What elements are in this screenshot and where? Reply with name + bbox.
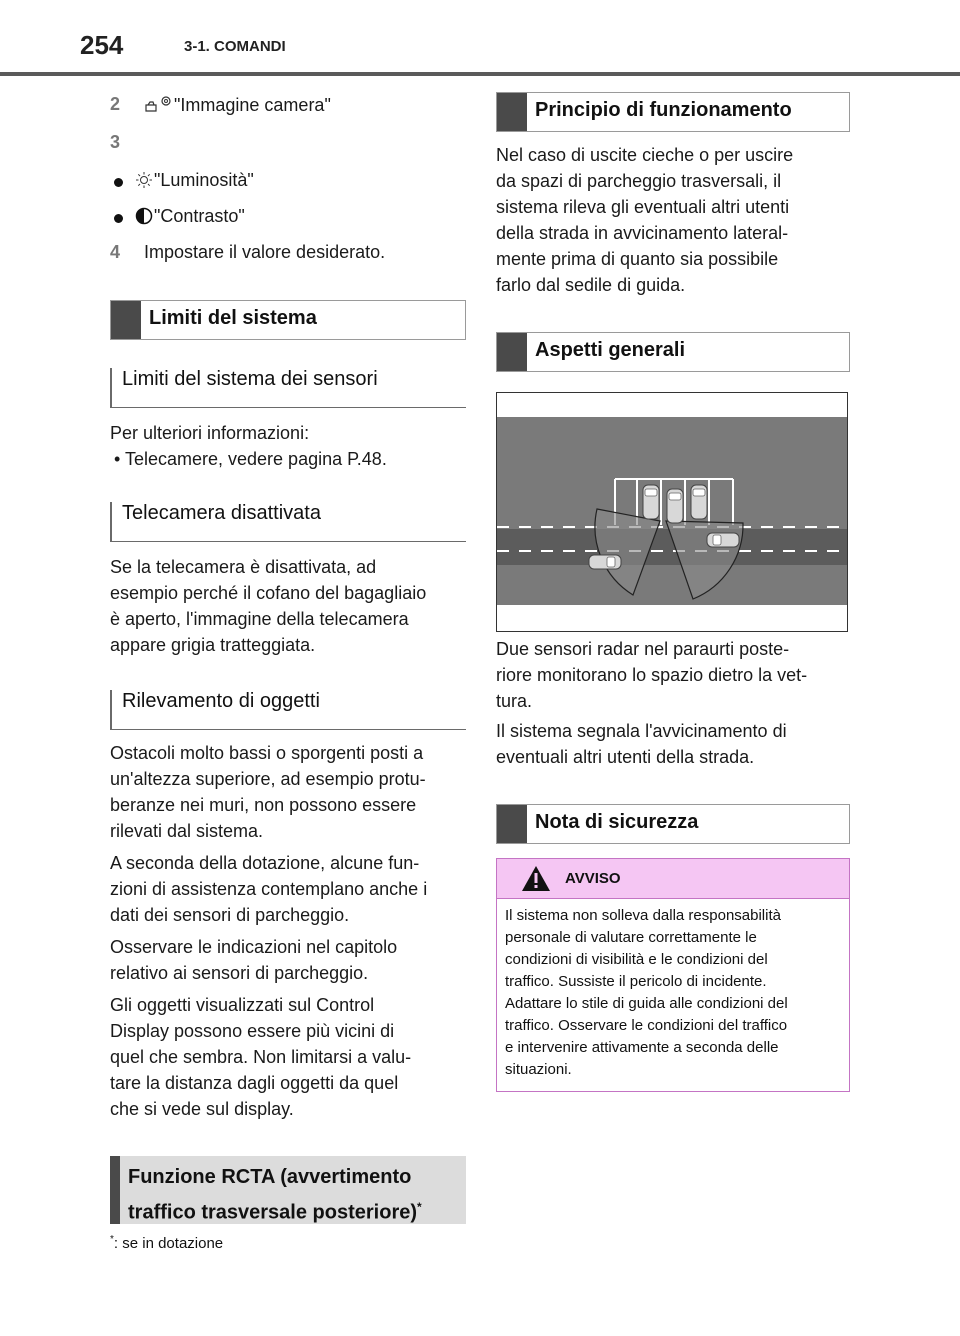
rcta-asterisk: * <box>417 1200 422 1214</box>
text-line: traffico. Osservare le condizioni del traffico <box>505 1017 788 1034</box>
text-line: quel che sembra. Non limitarsi a valu- <box>110 1047 412 1067</box>
text-line: esempio perché il cofano del bagagliaio <box>110 583 427 603</box>
section-limits <box>110 300 466 340</box>
section-bar <box>497 805 527 843</box>
section-general <box>496 332 850 372</box>
step-2-text: "Immagine camera" <box>174 95 331 115</box>
sun-icon <box>134 171 154 189</box>
rcta-diagram <box>497 393 847 631</box>
text-line: Se la telecamera è disattivata, ad <box>110 557 377 577</box>
subheading-sensors <box>110 368 466 408</box>
text-line: Display possono essere più vicini di <box>110 1021 395 1041</box>
rcta-title-line-2: traffico trasversale posteriore) <box>128 1201 418 1224</box>
subheading-title: Rilevamento di oggetti <box>122 690 320 712</box>
text-line: situazioni. <box>505 1061 572 1078</box>
text-line: tura. <box>496 691 533 711</box>
warning-triangle-icon <box>521 865 551 893</box>
rcta-heading <box>110 1156 466 1224</box>
section-bar <box>497 333 527 371</box>
header-rule <box>0 72 960 76</box>
principle-paragraph <box>496 142 852 298</box>
section-title: Nota di sicurezza <box>535 811 699 833</box>
camera-off-paragraph <box>110 554 466 658</box>
camera-settings-icon <box>144 94 174 114</box>
contrast-label: "Contrasto" <box>154 206 245 226</box>
text-line: sistema rileva gli eventuali altri utenti <box>496 197 790 217</box>
text-line: Gli oggetti visualizzati sul Control <box>110 995 375 1015</box>
text-line: farlo dal sedile di guida. <box>496 275 686 295</box>
section-title: Limiti del sistema <box>149 307 317 329</box>
text-line: rilevati dal sistema. <box>110 821 264 841</box>
footnote-text: : se in dotazione <box>113 1235 224 1252</box>
section-bar <box>497 93 527 131</box>
text-line: dati dei sensori di parcheggio. <box>110 905 350 925</box>
subheading-detection <box>110 690 466 730</box>
text-line: Nel caso di uscite cieche o per uscire <box>496 145 794 165</box>
section-title: Principio di funzionamento <box>535 99 792 121</box>
text-line: da spazi di parcheggio trasversali, il <box>496 171 782 191</box>
section-title: Aspetti generali <box>535 339 686 361</box>
chapter-title: 3-1. COMANDI <box>184 38 286 55</box>
subheading-camera-off <box>110 502 466 542</box>
text-line: condizioni di visibilità e le condizioni del <box>505 951 768 968</box>
text-line: personale di valutare correttamente le <box>505 929 757 946</box>
bullet-dot <box>114 214 123 223</box>
page-header <box>0 0 960 76</box>
text-line: mente prima di quanto sia possibile <box>496 249 779 269</box>
section-bar <box>111 301 141 339</box>
section-principle <box>496 92 850 132</box>
text-line: Due sensori radar nel paraurti poste- <box>496 639 790 659</box>
warning-body <box>497 899 849 1091</box>
text-line: Il sistema segnala l'avvicinamento di <box>496 721 787 741</box>
text-line: traffico. Sussiste il pericolo di incidente. <box>505 973 767 990</box>
section-safety <box>496 804 850 844</box>
text-line: appare grigia tratteggiata. <box>110 635 316 655</box>
warning-box <box>496 858 850 1092</box>
text-line: riore monitorano lo spazio dietro la vet- <box>496 665 808 685</box>
bullet-dot <box>114 178 123 187</box>
brightness-label: "Luminosità" <box>154 170 254 190</box>
text-line: zioni di assistenza contemplano anche i <box>110 879 428 899</box>
text-line: Il sistema non solleva dalla responsabilità <box>505 907 781 924</box>
warning-header <box>497 859 849 899</box>
warning-title: AVVISO <box>565 870 621 887</box>
detection-paragraph-4 <box>110 992 466 1122</box>
text-line: della strada in avvicinamento lateral- <box>496 223 789 243</box>
page-number: 254 <box>80 30 124 60</box>
detection-paragraph-3 <box>110 934 466 986</box>
step-number: 3 <box>110 132 121 152</box>
text-line: Osservare le indicazioni nel capitolo <box>110 937 398 957</box>
detection-paragraph-1 <box>110 740 466 844</box>
footnote <box>110 1234 223 1252</box>
text-line: Adattare lo stile di guida alle condizioni del <box>505 995 788 1012</box>
text-line: beranze nei muri, non possono essere <box>110 795 417 815</box>
general-paragraph-2 <box>496 718 852 770</box>
subheading-title: Limiti del sistema dei sensori <box>122 368 378 390</box>
subheading-title: Telecamera disattivata <box>122 502 321 524</box>
text-line: relativo ai sensori di parcheggio. <box>110 963 369 983</box>
text-line: tare la distanza dagli oggetti da quel <box>110 1073 399 1093</box>
contrast-icon <box>134 207 154 225</box>
step-number: 2 <box>110 94 121 114</box>
detection-paragraph-2 <box>110 850 466 928</box>
step-number: 4 <box>110 242 121 262</box>
text-line: e intervenire attivamente a seconda delle <box>505 1039 779 1056</box>
rcta-illustration <box>496 392 848 632</box>
rcta-title-line-1: Funzione RCTA (avvertimento <box>128 1166 412 1188</box>
text-line: è aperto, l'immagine della telecamera <box>110 609 409 629</box>
text-line: eventuali altri utenti della strada. <box>496 747 755 767</box>
text-line: A seconda della dotazione, alcune fun- <box>110 853 420 873</box>
step-4-text: Impostare il valore desiderato. <box>144 242 386 262</box>
text-line: Ostacoli molto bassi o sporgenti posti a <box>110 743 424 763</box>
more-info-item: • Telecamere, vedere pagina P.48. <box>114 449 387 469</box>
more-info-label: Per ulteriori informazioni: <box>110 423 310 443</box>
text-line: un'altezza superiore, ad esempio protu- <box>110 769 426 789</box>
text-line: che si vede sul display. <box>110 1099 294 1119</box>
footnote-mark: * <box>110 1234 114 1245</box>
general-paragraph-1 <box>496 636 852 714</box>
